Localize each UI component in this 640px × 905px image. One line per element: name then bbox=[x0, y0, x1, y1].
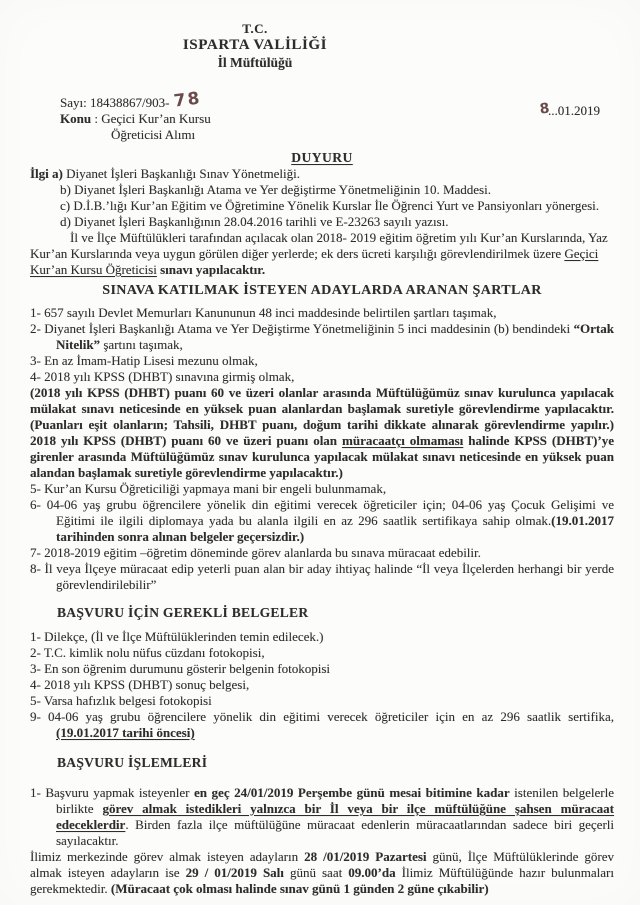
document-body bbox=[30, 150, 614, 897]
schedule-text-a: İlimiz merkezinde görev almak isteyen adayların bbox=[30, 849, 305, 864]
application-deadline-bold: en geç 24/01/2019 Perşembe günü mesai bitimine kadar bbox=[194, 785, 510, 800]
application-item-1-text-b: istenilen belgelerle birlikte bbox=[56, 785, 614, 816]
requirement-item-7: 7- 2018-2019 eğitim –öğretim döneminde görev alanlarda bu sınava müracaat edebilir. bbox=[30, 545, 481, 560]
document-item-9-text: 9- 04-06 yaş grubu öğrencilere yönelik din eğitimi verecek öğreticiler için en az 296 saatlik sertifika, bbox=[30, 709, 614, 724]
requirement-item-6 bbox=[30, 497, 614, 545]
schedule-text-b: günü, İlçe Müftülüklerinde görev almak isteyen adayların ise bbox=[30, 849, 614, 880]
letterhead-gov-line: ISPARTA VALİLİĞİ bbox=[182, 37, 328, 53]
document-meta bbox=[60, 88, 211, 143]
sayi-handwritten-number: 78 bbox=[173, 88, 203, 112]
application-item-1-text-a: 1- Başvuru yapmak isteyenler bbox=[30, 785, 195, 800]
application-heading: BAŞVURU İŞLEMLERİ bbox=[57, 755, 208, 770]
announcement-title-row bbox=[30, 150, 614, 166]
documents-heading: BAŞVURU İÇİN GEREKLİ BELGELER bbox=[57, 605, 309, 620]
interview-note-underlined: müracaatçı olmaması bbox=[342, 433, 464, 448]
schedule-date-district: 29 / 01/2019 Salı bbox=[185, 865, 284, 880]
document-item-3: 3- En son öğrenim durumunu gösterir belgenin fotokopisi bbox=[30, 661, 331, 676]
interview-note-part1: (2018 yılı KPSS (DHBT) puanı 60 ve üzeri olanlar arasında Müftülüğümüz sınav kurulunca yapılacak mülakat sınavı neticesinde en yüksek puan alanlardan başlamak suretiyle görevlendirme yapılacaktır. (Puanları eşit olanların; Tahsili, DHBT puanı, doğum tarihi dikkate alınarak görevlendirme yapılır.) 2018 yılı KPSS (DHBT) puanı 60 ve üzeri puanı olan bbox=[30, 385, 614, 448]
subject-line bbox=[60, 111, 211, 127]
requirements-heading: SINAVA KATILMAK İSTEYEN ADAYLARDA ARANAN ŞARTLAR bbox=[102, 283, 542, 298]
document-item-9-date-note: (19.01.2017 tarihi öncesi) bbox=[56, 725, 195, 740]
intro-text: İl ve İlçe Müftülükleri tarafından açılacak olan 2018- 2019 eğitim öğretim yılı Kur’an Kurslarında, Yaz Kur’an Kurslarında veya uygun görülen diğer yerlerde; ek ders ücreti karşılığı görevlendirilmek üzere bbox=[30, 230, 608, 261]
requirement-item-6-bold-date-note: (19.01.2017 tarihinden sonra alınan belgeler geçersizdir.) bbox=[56, 513, 614, 544]
konu-colon: : bbox=[91, 111, 102, 126]
application-schedule-paragraph bbox=[30, 849, 614, 897]
reference-item-c: c) D.İ.B.’lığı Kur’an Eğitim ve Öğretimine Yönelik Kurslar İle Öğrenci Yurt ve Pansiyonları yönergesi. bbox=[60, 198, 600, 213]
requirement-item-3: 3- En az İmam-Hatip Lisesi mezunu olmak, bbox=[30, 353, 258, 368]
announcement-title: DUYURU bbox=[291, 150, 353, 165]
interview-note-paragraph bbox=[30, 385, 614, 481]
application-inperson-bold-underlined: görev almak istedikleri yalnızca bir İl veya bir ilçe müftülüğüne şahsen müracaat edeceklerdir bbox=[56, 801, 614, 832]
ortak-nitelik-bold: “Ortak Nitelik” bbox=[56, 321, 614, 352]
ilgi-a-text: Diyanet İşleri Başkanlığı Sınav Yönetmeliği. bbox=[62, 166, 300, 181]
ilgi-label: İlgi a) bbox=[30, 166, 63, 181]
intro-paragraph bbox=[30, 230, 614, 278]
doc-date bbox=[539, 100, 600, 119]
subject-line-2: Öğreticisi Alımı bbox=[111, 127, 196, 142]
reference-item-d: d) Diyanet İşleri Başkanlığının 28.04.2016 tarihli ve E-23263 sayılı yazısı. bbox=[60, 214, 449, 229]
requirement-item-4: 4- 2018 yılı KPSS (DHBT) sınavına girmiş olmak, bbox=[30, 369, 295, 384]
document-item-2: 2- T.C. kimlik nolu nüfus cüzdanı fotokopisi, bbox=[30, 645, 265, 660]
sayi-label: Sayı: bbox=[60, 95, 87, 110]
document-item-9 bbox=[30, 709, 614, 741]
letterhead bbox=[105, 20, 405, 71]
schedule-date-city: 28 /01/2019 Pazartesi bbox=[304, 849, 427, 864]
konu-label: Konu bbox=[60, 111, 92, 126]
document-item-1: 1- Dilekçe, (İl ve İlçe Müftülüklerinden temin edilecek.) bbox=[30, 629, 324, 644]
schedule-overflow-note-bold: (Müracaat çok olması halinde sınav günü 1 günden 2 güne çıkabilir) bbox=[110, 881, 489, 896]
schedule-text-c: günü saat bbox=[283, 865, 349, 880]
schedule-time-bold: 09.00’da bbox=[348, 865, 396, 880]
interview-note-part2: halinde KPSS (DHBT)’ye girenler arasında Müftülüğümüz sınav kurulunca yapılacak mülakat sınavı neticesinde en yüksek puan alandan başlamak suretiyle görevlendirme yapılacaktır.) bbox=[30, 433, 614, 480]
requirement-item-5: 5- Kur’an Kursu Öğreticiliği yapmaya mani bir engeli bulunmamak, bbox=[30, 481, 387, 496]
requirement-item-2-tail: şartını taşımak, bbox=[100, 337, 183, 352]
application-item-1 bbox=[30, 785, 614, 849]
intro-bold-tail: sınavı yapılacaktır. bbox=[156, 262, 266, 277]
letterhead-office-line: İl Müftülüğü bbox=[217, 55, 293, 70]
requirement-item-8: 8- İl veya İlçeye müracaat edip yeterli puan alan bir aday ihtiyaç halinde “İl veya İlçelerden herhangi bir yerde görevlendirilebilir” bbox=[30, 561, 614, 592]
requirement-item-1: 1- 657 sayılı Devlet Memurları Kanununun 48 inci maddesinde belirtilen şartları taşımak, bbox=[30, 305, 497, 320]
letterhead-tc-line: T.C. bbox=[242, 21, 268, 36]
konu-value-line1: Geçici Kur’an Kursu bbox=[101, 111, 211, 126]
document-item-5: 5- Varsa hafızlık belgesi fotokopisi bbox=[30, 693, 212, 708]
sayi-value: 18438867/903- bbox=[89, 95, 170, 110]
schedule-text-d: İlimiz Müftülüğünde hazır bulunmaları gerekmektedir. bbox=[30, 865, 614, 896]
intro-underlined-phrase: Geçici Kur’an Kursu Öğreticisi bbox=[30, 246, 599, 277]
reference-item-b: b) Diyanet İşleri Başkanlığı Atama ve Yer değiştirme Yönetmeliğinin 10. Maddesi. bbox=[60, 182, 491, 197]
application-item-1-text-c: . Birden fazla ilçe müftülüğüne müracaat edenlerin müracaatlarından sadece biri geçerli sayılacaktır. bbox=[56, 817, 614, 848]
reference-item-a bbox=[30, 166, 614, 182]
date-printed: ...01.2019 bbox=[548, 103, 600, 118]
date-handwritten-digit: 8 bbox=[539, 100, 551, 118]
requirement-item-2 bbox=[30, 321, 614, 353]
doc-number-line bbox=[60, 88, 211, 112]
requirement-item-6-text: 6- 04-06 yaş grubu öğrencilere yönelik din eğitimi verecek öğreticiler için; 04-06 yaş Çocuk Gelişimi ve Eğitimi ile ilgili diplomaya yada bu alanla ilgili en az 296 saatlik sertifikaya sahip olmak. bbox=[30, 497, 614, 528]
requirement-item-2-text: 2- Diyanet İşleri Başkanlığı Atama ve Yer Değiştirme Yönetmeliğinin 5 inci maddesinin (b) bendindeki bbox=[30, 321, 574, 336]
document-item-4: 4- 2018 yılı KPSS (DHBT) sonuç belgesi, bbox=[30, 677, 250, 692]
